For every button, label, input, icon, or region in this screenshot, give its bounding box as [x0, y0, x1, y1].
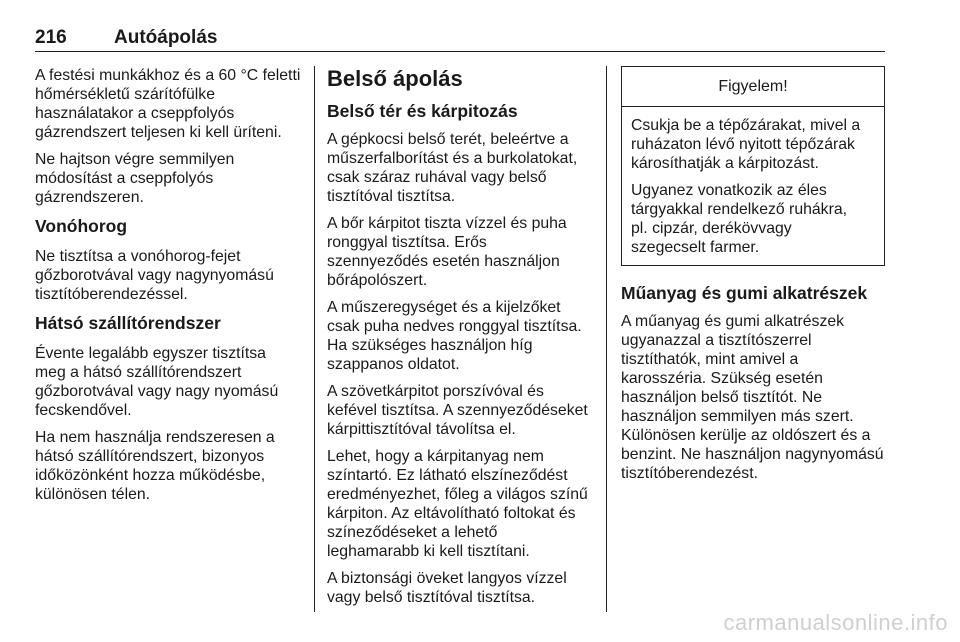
text-line: ronggyal tisztítsa. Erős	[327, 234, 487, 251]
text-line: eredményezhet, főleg a világos színű	[327, 486, 588, 503]
text-line: gázrendszeren.	[35, 189, 144, 206]
text-line: Évente legalább egyszer tisztítsa	[35, 345, 266, 362]
text-line: A festési munkákhoz és a 60 °C feletti	[35, 67, 301, 84]
text-line: szappanos oldatot.	[327, 356, 460, 373]
text-line: A műanyag és gumi alkatrészek	[621, 313, 845, 330]
heading-interior-upholstery: Belső tér és kárpitozás	[327, 101, 518, 121]
text-line: tisztítóberendezést.	[621, 465, 758, 482]
page-header	[35, 27, 885, 49]
text-line: bőrápolószert.	[327, 272, 428, 289]
paragraph-seatbelts	[327, 569, 599, 607]
text-line: színeződéseket a lehető	[327, 524, 498, 541]
heading-rear-carrier: Hátsó szállítórendszer	[35, 313, 221, 333]
text-line: Ha nem használja rendszeresen a	[35, 429, 275, 446]
text-line: műszerfalborítást és a burkolatokat,	[327, 150, 578, 167]
text-line: Lehet, hogy a kárpitanyag nem	[327, 448, 544, 465]
text-line: kárpittisztítóval távolítsa el.	[327, 421, 516, 438]
text-line: csak száraz ruhával vagy belső	[327, 169, 547, 186]
text-line: Ha szükséges használjon híg	[327, 337, 533, 354]
text-line: meg a hátsó szállítórendszert	[35, 364, 242, 381]
column-2	[327, 66, 599, 615]
text-line: Ne hajtson végre semmilyen	[35, 151, 235, 168]
text-line: kefével tisztítsa. A szennyeződéseket	[327, 402, 588, 419]
paragraph-fabric	[327, 382, 599, 439]
text-line: időközönként hozza működésbe,	[35, 467, 266, 484]
paragraph-towbar	[35, 247, 305, 304]
header-rule	[35, 51, 885, 52]
notice-paragraph-sharp	[631, 181, 884, 257]
text-line: színtartó. Ez látható elszíneződést	[327, 467, 568, 484]
text-line: kárpiton. Az eltávolítható foltokat és	[327, 505, 576, 522]
column-3	[621, 66, 891, 491]
notice-body	[622, 107, 884, 257]
text-line: ugyanazzal a tisztítószerrel	[621, 332, 812, 349]
text-line: Különösen kerülje az oldószert és a	[621, 427, 871, 444]
paragraph-rear-carrier-winter	[35, 428, 305, 504]
text-line: hátsó szállítórendszert, bizonyos	[35, 448, 265, 465]
heading-towbar: Vonóhorog	[35, 216, 128, 236]
paragraph-rear-carrier-yearly	[35, 344, 305, 420]
paragraph-lpg-modification	[35, 150, 305, 207]
text-line: karosszéria. Szükség esetén	[621, 370, 823, 387]
text-line: tisztítóberendezéssel.	[35, 286, 188, 303]
text-line: használjon semmilyen más szert.	[621, 408, 854, 425]
text-line: tárgyakkal rendelkező ruhákra,	[631, 201, 848, 218]
text-line: módosítást a cseppfolyós	[35, 170, 214, 187]
text-line: károsíthatják a kárpitozást.	[631, 155, 819, 172]
text-line: A gépkocsi belső terét, beleértve a	[327, 131, 569, 148]
heading-plastic-rubber: Műanyag és gumi alkatrészek	[621, 283, 868, 303]
text-line: tisztítóval tisztítsa.	[327, 188, 456, 205]
text-line: gázrendszert teljesen ki kell üríteni.	[35, 124, 282, 141]
paragraph-colorfast	[327, 447, 599, 561]
text-line: Ne tisztítsa a vonóhorog-fejet	[35, 248, 241, 265]
text-line: csak puha nedves ronggyal tisztítsa.	[327, 318, 582, 335]
paragraph-lpg-painting	[35, 66, 305, 142]
text-line: Csukja be a tépőzárakat, mivel a	[631, 117, 861, 134]
text-line: fecskendővel.	[35, 402, 132, 419]
text-line: tisztíthatók, mint amivel a	[621, 351, 799, 368]
page-title: Autóápolás	[114, 27, 218, 48]
paragraph-leather	[327, 214, 599, 290]
text-line: ruházaton lévő nyitott tépőzárak	[631, 136, 855, 153]
text-line: Ugyanez vonatkozik az éles	[631, 182, 827, 199]
text-line: szegecselt farmer.	[631, 239, 760, 256]
text-line: A biztonsági öveket langyos vízzel	[327, 570, 567, 587]
paragraph-instrument	[327, 298, 599, 374]
text-line: vagy belső tisztítóval tisztítsa.	[327, 589, 536, 606]
column-divider-1	[314, 66, 315, 612]
notice-box	[621, 66, 885, 266]
text-line: A szövetkárpitot porszívóval és	[327, 383, 544, 400]
text-line: különösen télen.	[35, 486, 151, 503]
paragraph-interior-dry	[327, 130, 599, 206]
text-line: A műszeregységet és a kijelzőket	[327, 299, 561, 316]
text-line: gőzborotvával vagy nagy nyomású	[35, 383, 279, 400]
notice-title: Figyelem!	[622, 67, 884, 107]
text-line: használatakor a cseppfolyós	[35, 105, 235, 122]
text-line: A bőr kárpitot tiszta vízzel és puha	[327, 215, 567, 232]
text-line: leghamarabb ki kell tisztítani.	[327, 543, 530, 560]
text-line: hőmérsékletű szárítófülke	[35, 86, 215, 103]
page-number: 216	[35, 27, 67, 48]
paragraph-plastic-rubber	[621, 312, 891, 483]
column-divider-2	[606, 66, 607, 612]
text-line: benzint. Ne használjon nagynyomású	[621, 446, 884, 463]
heading-interior-care: Belső ápolás	[327, 66, 463, 91]
text-line: szennyeződés esetén használjon	[327, 253, 560, 270]
column-1	[35, 66, 305, 512]
text-line: gőzborotvával vagy nagynyomású	[35, 267, 274, 284]
watermark: carmanualsonline.info	[723, 610, 948, 635]
text-line: használjon belső tisztítót. Ne	[621, 389, 823, 406]
notice-paragraph-velcro	[631, 116, 884, 173]
text-line: pl. cipzár, derékövvagy	[631, 220, 792, 237]
